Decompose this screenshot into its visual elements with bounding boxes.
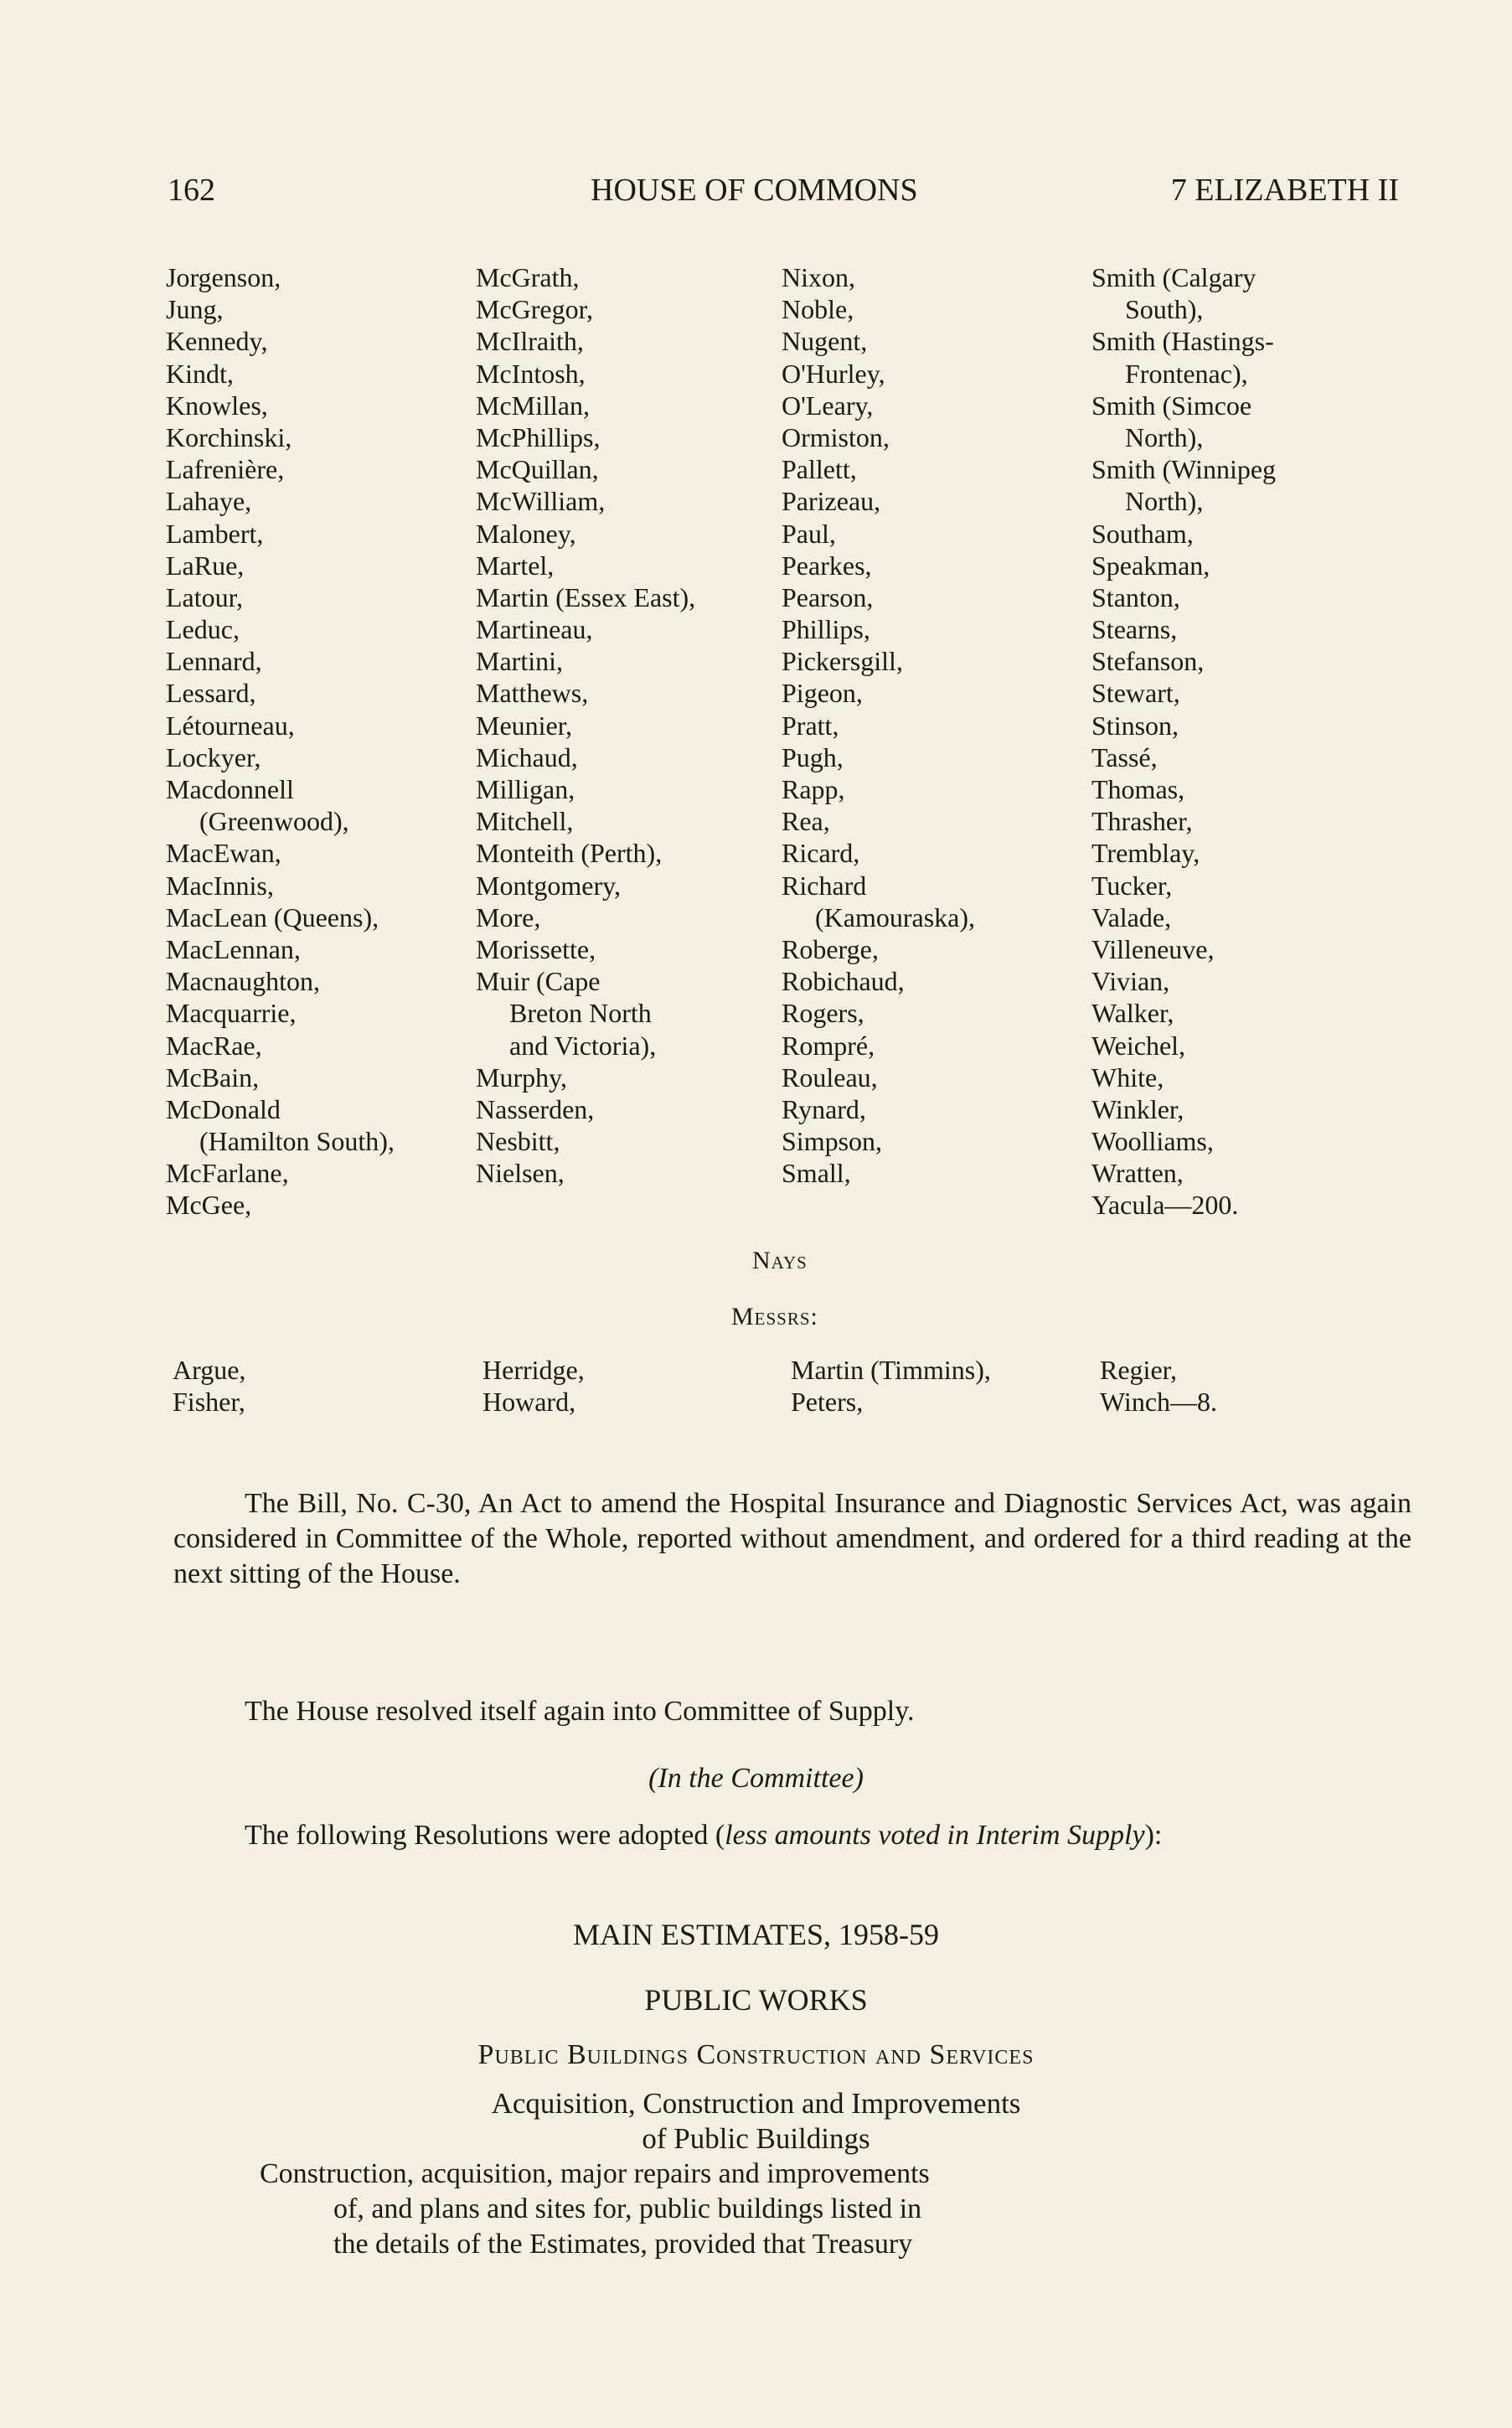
member-name: McIntosh, <box>476 358 586 389</box>
member-name: Jung, <box>166 294 224 325</box>
member-name: Smith (Winnipeg <box>1091 454 1277 485</box>
session-label: 7 ELIZABETH II <box>1170 173 1399 208</box>
member-name: McGee, <box>166 1190 252 1221</box>
member-name: Lockyer, <box>166 741 261 772</box>
member-name: Ricard, <box>782 838 860 869</box>
page-header <box>168 172 1399 214</box>
member-name: Muir (Cape <box>476 966 601 997</box>
member-name: Frontenac), <box>1125 358 1248 389</box>
member-name: Lahaye, <box>166 486 252 517</box>
member-name: McGrath, <box>476 262 580 292</box>
yeas-column-3 <box>782 261 975 1189</box>
house-resolved-paragraph: The House resolved itself again into Committee of Supply. <box>245 1696 915 1727</box>
member-name: Thomas, <box>1091 774 1185 804</box>
member-name: Speakman, <box>1091 550 1210 581</box>
page-title: HOUSE OF COMMONS <box>591 173 918 208</box>
member-name: Létourneau, <box>166 710 295 741</box>
member-name: Yacula—200. <box>1091 1190 1239 1221</box>
member-name: Weichel, <box>1091 1030 1186 1061</box>
member-name: Southam, <box>1091 518 1194 549</box>
member-name: O'Leary, <box>782 390 874 421</box>
nays-heading: Nays <box>752 1247 808 1274</box>
member-name: Regier, <box>1100 1355 1178 1385</box>
member-name: North), <box>1125 486 1204 517</box>
member-name: McBain, <box>166 1062 260 1093</box>
nays-column-1 <box>173 1354 245 1418</box>
bill-paragraph <box>173 1486 1411 1592</box>
member-name: Matthews, <box>476 678 589 709</box>
member-name: McPhillips, <box>476 421 601 452</box>
member-name: McGregor, <box>476 294 593 325</box>
member-name: Simpson, <box>782 1126 883 1157</box>
member-name: Lennard, <box>166 646 262 677</box>
member-name: LaRue, <box>166 550 245 581</box>
member-name: Rea, <box>782 806 830 837</box>
member-name: McMillan, <box>476 390 590 421</box>
member-name: Monteith (Perth), <box>476 838 663 869</box>
member-name: Stanton, <box>1091 581 1180 612</box>
member-name: Lambert, <box>166 518 264 549</box>
following-text <box>173 1818 1411 1853</box>
acquisition-heading <box>0 2086 1512 2157</box>
member-name: Rogers, <box>782 998 864 1029</box>
member-name: Winkler, <box>1091 1093 1184 1124</box>
following-italic: less amounts voted in Interim Supply <box>725 1820 1145 1851</box>
member-name: Kindt, <box>166 358 234 389</box>
member-name: Jorgenson, <box>166 262 281 292</box>
construction-paragraph <box>260 2157 1177 2262</box>
acquisition-line-2: of Public Buildings <box>642 2122 870 2155</box>
public-works-heading: PUBLIC WORKS <box>644 1983 868 2017</box>
member-name: Wratten, <box>1091 1158 1184 1189</box>
member-name: McFarlane, <box>166 1158 289 1189</box>
member-name: Pearkes, <box>782 550 872 581</box>
member-name: Rapp, <box>782 774 845 804</box>
member-name: Howard, <box>482 1387 576 1418</box>
member-name: Kennedy, <box>166 326 268 357</box>
member-name: Tassé, <box>1091 741 1158 772</box>
member-name: Peters, <box>791 1387 864 1418</box>
main-estimates-heading: MAIN ESTIMATES, 1958-59 <box>573 1918 939 1951</box>
member-name: Leduc, <box>166 614 240 645</box>
member-name: Pratt, <box>782 710 839 741</box>
member-name: Richard <box>782 870 867 901</box>
member-name: and Victoria), <box>509 1030 657 1061</box>
member-name: Smith (Calgary <box>1091 262 1257 292</box>
member-name: McIlraith, <box>476 326 584 357</box>
member-name: Pigeon, <box>782 678 863 709</box>
acquisition-line-1: Acquisition, Construction and Improvements <box>491 2087 1021 2120</box>
member-name: Nesbitt, <box>476 1126 560 1157</box>
member-name: Knowles, <box>166 390 268 421</box>
member-name: Phillips, <box>782 614 870 645</box>
member-name: Thrasher, <box>1091 806 1193 837</box>
member-name: McDonald <box>166 1093 281 1124</box>
member-name: MacEwan, <box>166 838 281 869</box>
member-name: Pallett, <box>782 454 857 485</box>
member-name: Rompré, <box>782 1030 875 1061</box>
bill-text: The Bill, No. C-30, An Act to amend the Hospital Insurance and Diagnostic Services Act, was again considered in Committee of the Whole, reported without amendment, and ordered for a third reading at the next sitting of the House. <box>173 1488 1411 1589</box>
member-name: Tremblay, <box>1091 838 1200 869</box>
member-name: Korchinski, <box>166 421 292 452</box>
member-name: Walker, <box>1091 998 1174 1029</box>
member-name: (Hamilton South), <box>199 1126 395 1157</box>
member-name: Martini, <box>476 646 563 677</box>
yeas-column-2 <box>476 261 695 1189</box>
member-name: Vivian, <box>1091 966 1170 997</box>
member-name: (Kamouraska), <box>815 901 976 932</box>
member-name: Stinson, <box>1091 710 1179 741</box>
member-name: Fisher, <box>173 1387 245 1418</box>
member-name: McWilliam, <box>476 486 606 517</box>
following-end: ): <box>1144 1820 1163 1851</box>
member-name: Parizeau, <box>782 486 881 517</box>
member-name: Nugent, <box>782 326 868 357</box>
member-name: Pearson, <box>782 581 874 612</box>
member-name: Nielsen, <box>476 1158 565 1189</box>
member-name: Robichaud, <box>782 966 905 997</box>
member-name: Ormiston, <box>782 421 890 452</box>
member-name: Pugh, <box>782 741 844 772</box>
member-name: More, <box>476 901 541 932</box>
member-name: Breton North <box>509 998 652 1029</box>
member-name: Macnaughton, <box>166 966 320 997</box>
member-name: Macquarrie, <box>166 998 297 1029</box>
member-name: Maloney, <box>476 518 576 549</box>
member-name: Smith (Simcoe <box>1091 390 1252 421</box>
member-name: Mitchell, <box>476 806 574 837</box>
member-name: Michaud, <box>476 741 578 772</box>
member-name: White, <box>1091 1062 1164 1093</box>
member-name: Paul, <box>782 518 836 549</box>
member-name: Martin (Essex East), <box>476 581 696 612</box>
member-name: Macdonnell <box>166 774 294 804</box>
member-name: Montgomery, <box>476 870 622 901</box>
member-name: Argue, <box>173 1355 246 1385</box>
member-name: Small, <box>782 1158 851 1189</box>
construction-line-1: Construction, acquisition, major repairs and improvements <box>260 2158 930 2189</box>
member-name: North), <box>1125 421 1204 452</box>
member-name: Lessard, <box>166 678 256 709</box>
member-name: Herridge, <box>482 1355 585 1385</box>
member-name: Murphy, <box>476 1062 568 1093</box>
member-name: MacLennan, <box>166 933 301 964</box>
yeas-column-1 <box>166 261 395 1222</box>
following-paragraph <box>173 1818 1411 1853</box>
member-name: Noble, <box>782 294 854 325</box>
member-name: MacInnis, <box>166 870 274 901</box>
member-name: Milligan, <box>476 774 575 804</box>
nays-column-4 <box>1100 1354 1217 1418</box>
member-name: Martin (Timmins), <box>791 1355 991 1385</box>
member-name: Rynard, <box>782 1093 866 1124</box>
member-name: O'Hurley, <box>782 358 885 389</box>
member-name: Nixon, <box>782 262 855 292</box>
member-name: Villeneuve, <box>1091 933 1215 964</box>
member-name: (Greenwood), <box>199 806 349 837</box>
member-name: Woolliams, <box>1091 1126 1214 1157</box>
member-name: Morissette, <box>476 933 596 964</box>
yeas-column-4 <box>1091 261 1276 1222</box>
member-name: MacLean (Queens), <box>166 901 379 932</box>
member-name: Smith (Hastings- <box>1091 326 1274 357</box>
member-name: Rouleau, <box>782 1062 878 1093</box>
member-name: Roberge, <box>782 933 879 964</box>
member-name: South), <box>1125 294 1204 325</box>
nays-column-2 <box>482 1354 585 1418</box>
member-name: Winch—8. <box>1100 1387 1218 1418</box>
section-heading: Public Buildings Construction and Services <box>477 2039 1035 2070</box>
member-name: Stefanson, <box>1091 646 1205 677</box>
member-name: Latour, <box>166 581 244 612</box>
member-name: Meunier, <box>476 710 573 741</box>
member-name: McQuillan, <box>476 454 599 485</box>
construction-line-2: of, and plans and sites for, public buildings listed in <box>333 2193 922 2224</box>
page-number: 162 <box>168 173 215 208</box>
member-name: Martineau, <box>476 614 593 645</box>
following-start: The following Resolutions were adopted ( <box>245 1820 725 1851</box>
member-name: Tucker, <box>1091 870 1173 901</box>
member-name: Pickersgill, <box>782 646 903 677</box>
in-committee-note: (In the Committee) <box>648 1763 864 1794</box>
member-name: Lafrenière, <box>166 454 285 485</box>
member-name: Martel, <box>476 550 555 581</box>
member-name: Stearns, <box>1091 614 1178 645</box>
nays-column-3 <box>791 1354 991 1418</box>
member-name: Valade, <box>1091 901 1172 932</box>
member-name: MacRae, <box>166 1030 262 1061</box>
construction-line-3: the details of the Estimates, provided that Treasury <box>333 2229 913 2260</box>
member-name: Stewart, <box>1091 678 1180 709</box>
member-name: Nasserden, <box>476 1093 595 1124</box>
messrs-heading: Messrs: <box>731 1303 818 1330</box>
